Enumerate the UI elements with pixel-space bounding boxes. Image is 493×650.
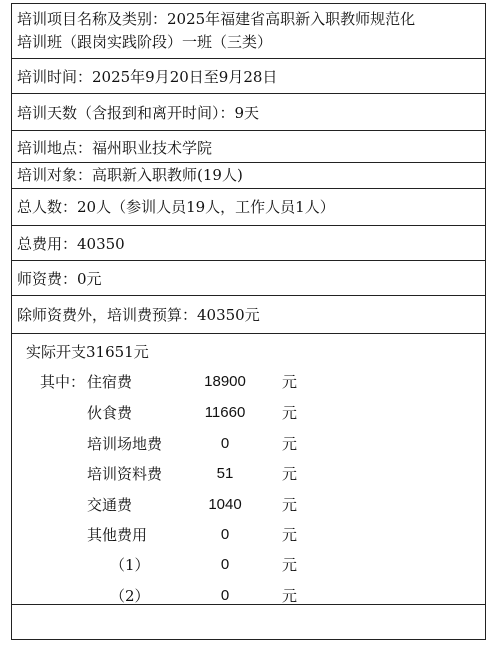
item-label: （2） xyxy=(110,587,150,605)
item-label: 培训场地费 xyxy=(87,435,163,453)
item-unit: 元 xyxy=(282,587,298,605)
item-label: （1） xyxy=(110,556,150,574)
item-unit: 元 xyxy=(282,496,298,514)
training-days: 培训天数（含报到和离开时间）：9天 xyxy=(17,104,260,122)
item-value: 0 xyxy=(220,435,230,452)
item-label: 培训资料费 xyxy=(87,465,163,483)
item-value: 51 xyxy=(216,465,234,482)
item-value: 0 xyxy=(220,526,230,543)
item-value: 18900 xyxy=(204,373,246,390)
actual-expense-row xyxy=(12,334,485,605)
item-label: 住宿费 xyxy=(87,373,133,391)
project-title-line1: 培训项目名称及类别：2025年福建省高职新入职教师规范化 xyxy=(17,10,416,28)
project-title-line2: 培训班（跟岗实践阶段）一班（三类） xyxy=(17,33,273,51)
item-unit: 元 xyxy=(282,373,298,391)
item-unit: 元 xyxy=(282,556,298,574)
item-unit: 元 xyxy=(282,526,298,544)
actual-expense: 实际开支31651元 xyxy=(26,343,149,361)
training-time-row xyxy=(12,59,485,94)
item-value: 0 xyxy=(220,556,230,573)
training-location-row xyxy=(12,131,485,163)
budget-text: 除师资费外，培训费预算：40350元 xyxy=(17,306,260,324)
training-target-row xyxy=(12,163,485,189)
item-unit: 元 xyxy=(282,404,298,422)
budget-table xyxy=(11,3,486,640)
empty-row xyxy=(12,605,485,639)
item-value: 0 xyxy=(220,587,230,604)
teacher-cost: 师资费：0元 xyxy=(17,270,102,288)
item-unit: 元 xyxy=(282,435,298,453)
training-days-row xyxy=(12,94,485,131)
training-target: 培训对象：高职新入职教师(19人) xyxy=(17,166,243,184)
item-label: 交通费 xyxy=(87,496,133,514)
item-label: 伙食费 xyxy=(87,404,133,422)
training-location: 培训地点：福州职业技术学院 xyxy=(17,139,213,157)
training-time: 培训时间：2025年9月20日至9月28日 xyxy=(17,68,278,86)
total-people: 总人数：20人（参训人员19人，工作人员1人） xyxy=(17,198,335,216)
item-label: 其他费用 xyxy=(87,526,148,544)
total-cost: 总费用：40350 xyxy=(17,235,125,253)
project-title-row xyxy=(12,4,485,59)
item-value: 11660 xyxy=(204,404,246,421)
item-unit: 元 xyxy=(282,465,298,483)
budget-row xyxy=(12,296,485,334)
breakdown-prefix: 其中： xyxy=(40,373,86,391)
teacher-cost-row xyxy=(12,261,485,296)
item-value: 1040 xyxy=(208,496,242,513)
total-people-row xyxy=(12,189,485,226)
total-cost-row xyxy=(12,226,485,261)
